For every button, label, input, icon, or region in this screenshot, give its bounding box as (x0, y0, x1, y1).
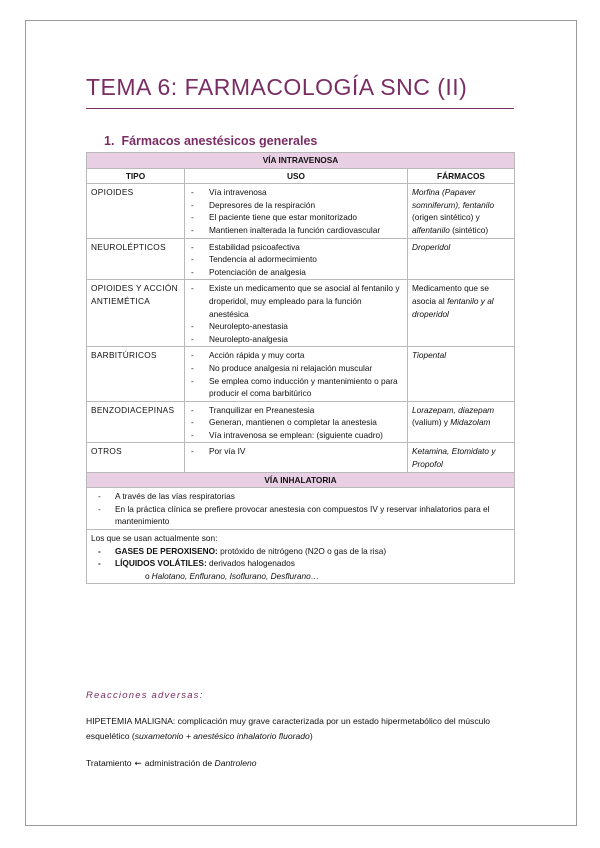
inh-current (87, 530, 515, 584)
farmaco-text: fentanilo y al droperidol (412, 295, 494, 319)
table-row (87, 280, 515, 347)
uso-item: - Tranquilizar en Preanestesia (189, 404, 403, 417)
row-uso (185, 443, 408, 472)
uso-item: - Por vía IV (189, 445, 403, 458)
row-tipo: BENZODIACEPINAS (87, 401, 185, 443)
gases-label: GASES DE PEROXISENO: (115, 545, 218, 556)
table-row (87, 238, 515, 280)
liquidos-label: LÍQUIDOS VOLÁTILES: (115, 558, 207, 569)
row-farmacos (408, 184, 515, 238)
uso-item: - El paciente tiene que estar monitorizado (189, 211, 403, 224)
table-row (87, 184, 515, 238)
arrow-icon: ⇜ (134, 758, 142, 768)
uso-item: - Mantienen inalterada la función cardiovascular (189, 224, 403, 237)
tratamiento-label: Tratamiento (86, 758, 132, 768)
row-tipo: OTROS (87, 443, 185, 472)
farmaco-text: Lorazepam, diazepam (412, 404, 495, 415)
inh-item: - En la práctica clínica se prefiere provocar anestesia con compuestos IV y reservar inhalatorios para el mantenimiento (91, 503, 510, 528)
inh-intro: Los que se usan actualmente son: (91, 533, 218, 544)
farmaco-text: (valium) y (412, 417, 451, 428)
tratamiento-line (86, 758, 257, 769)
inh-item: - A través de las vías respiratorias (91, 490, 510, 503)
row-uso (185, 184, 408, 238)
drugs-table (86, 152, 515, 584)
uso-item: - Existe un medicamento que se asocial al fentanilo y droperidol, muy empleado para la función anestésica (189, 282, 403, 320)
section-label: Fármacos anestésicos generales (121, 134, 318, 148)
liquidos-text: derivados halogenados (206, 558, 295, 569)
uso-item: - Generan, mantienen o completar la anestesia (189, 416, 403, 429)
row-uso (185, 238, 408, 280)
page-title: TEMA 6: FARMACOLOGÍA SNC (II) (86, 74, 468, 100)
row-farmacos (408, 401, 515, 443)
farmaco-text: fentanilo (462, 199, 495, 210)
row-tipo: OPIOIDES (87, 184, 185, 238)
row-farmacos (408, 280, 515, 347)
uso-item: - Acción rápida y muy corta (189, 349, 403, 362)
table-row (87, 443, 515, 472)
uso-item: - Vía intravenosa se emplean: (siguiente cuadro) (189, 429, 403, 442)
adverse-heading: Reacciones adversas: (86, 690, 204, 701)
row-farmacos: Tiopental (408, 347, 515, 401)
table-row (87, 401, 515, 443)
inh-header: VÍA INHALATORIA (87, 472, 515, 488)
hipertermia-italic: suxametonio + anestésico inhalatorio fluorado (134, 731, 310, 741)
col-uso: USO (185, 168, 408, 184)
uso-item: - No produce analgesia ni relajación muscular (189, 362, 403, 375)
halogenados-list (91, 570, 510, 583)
section-heading (104, 134, 317, 148)
row-farmacos: Droperidol (408, 238, 515, 280)
uso-item: - Neurolepto-analgesia (189, 333, 403, 346)
gases-text: protóxido de nitrógeno (N2O o gas de la risa) (217, 545, 387, 556)
uso-item: - Potenciación de analgesia (189, 266, 403, 279)
hipertermia-end: ) (309, 731, 313, 741)
farmaco-text: (sintético) (449, 224, 489, 235)
uso-item: - Neurolepto-anestasia (189, 320, 403, 333)
row-uso (185, 347, 408, 401)
tratamiento-text: administración de (144, 758, 215, 768)
section-number: 1. (104, 134, 115, 148)
farmaco-text: Morfina (Papaver somniferum), (412, 187, 476, 210)
row-tipo: OPIOIDES Y ACCIÓN ANTIEMÉTICA (87, 280, 185, 347)
uso-item: - Depresores de la respiración (189, 199, 403, 212)
inh-desc (87, 488, 515, 530)
hipertermia-text: HIPETEMIA MALIGNA: complicación muy grave caracterizada por un estado hipermetabólico del músculo esquelético ( (86, 716, 491, 741)
row-farmacos: Ketamina, Etomidato y Propofol (408, 443, 515, 472)
farmaco-text: alfentanilo (412, 224, 450, 235)
col-tipo: TIPO (87, 168, 185, 184)
row-tipo: BARBITÚRICOS (87, 347, 185, 401)
uso-item: - Estabilidad psicoafectiva (189, 241, 403, 254)
farmaco-text: (origen sintético) y (412, 212, 480, 223)
uso-item: - Tendencia al adormecimiento (189, 253, 403, 266)
row-tipo: NEUROLÉPTICOS (87, 238, 185, 280)
col-farmacos: FÁRMACOS (408, 168, 515, 184)
sub-text: Halotano, Enflurano, Isoflurano, Desflurano… (151, 570, 320, 581)
title-underline (86, 108, 514, 109)
iv-header: VÍA INTRAVENOSA (87, 153, 515, 169)
uso-item: - Se emplea como inducción y mantenimiento o para producir el coma barbitúrico (189, 375, 403, 400)
gases-item (91, 545, 510, 558)
row-uso (185, 401, 408, 443)
farmaco-text: Midazolam (450, 417, 491, 428)
tratamiento-drug: Dantroleno (214, 758, 257, 768)
uso-item: - Vía intravenosa (189, 186, 403, 199)
hipertermia-paragraph (86, 714, 516, 744)
table-row (87, 347, 515, 401)
farmaco-text: Medicamento que se asocia al (412, 283, 490, 306)
row-uso (185, 280, 408, 347)
sub-bullet: o (145, 570, 150, 581)
liquidos-item (91, 557, 510, 570)
